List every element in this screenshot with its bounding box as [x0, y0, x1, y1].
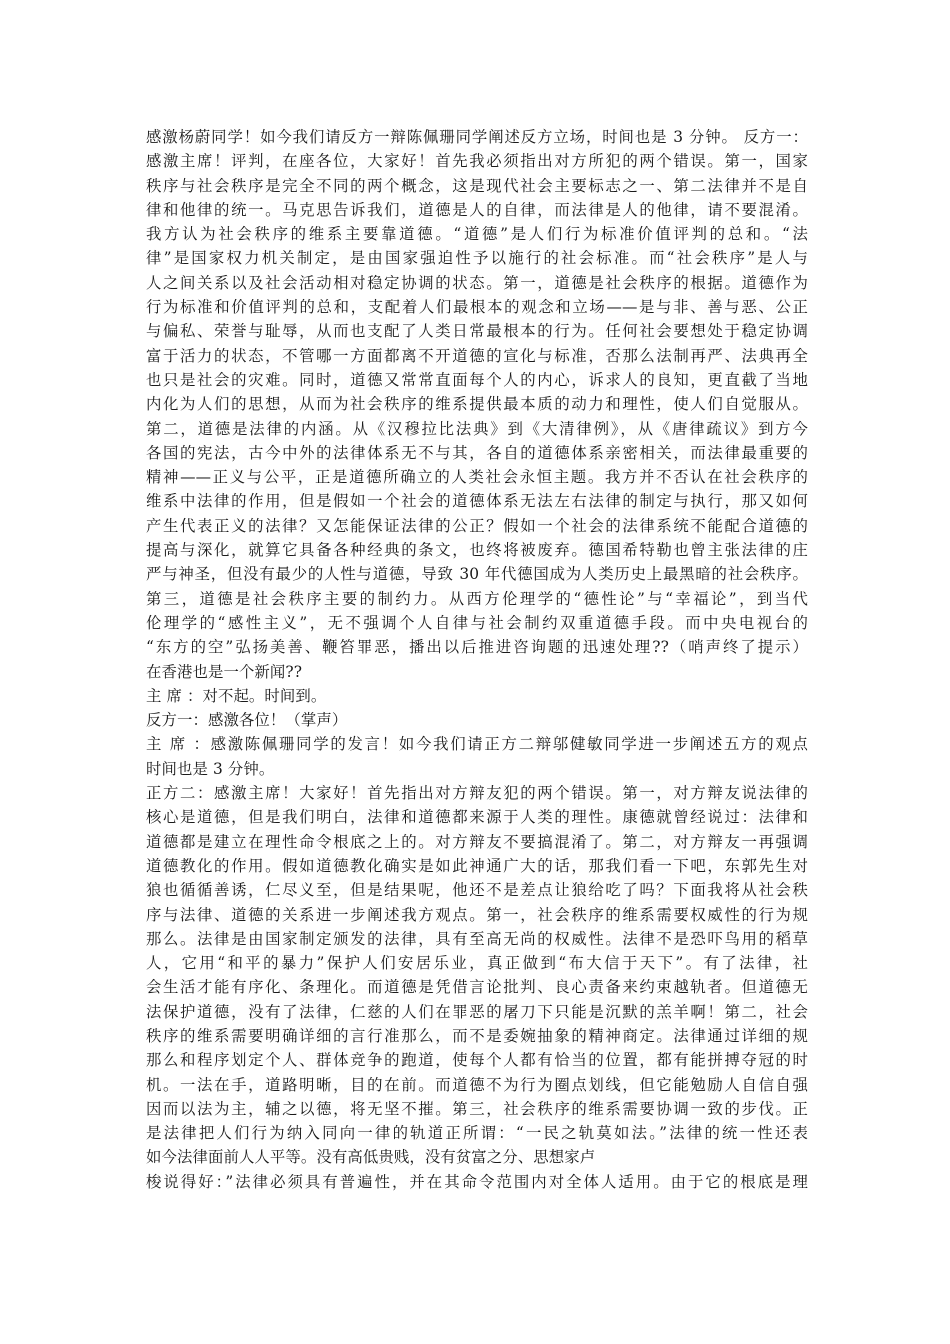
text-line: 核心是道德，但是我们明白，法律和道德都来源于人类的理性。康德就曾经说过：法律和: [146, 808, 808, 827]
text-line: 道德都是建立在理性命令根底之上的。对方辩友不要搞混淆了。第二，对方辩友一再强调: [146, 832, 808, 851]
text-line: 律和他律的统一。马克思告诉我们，道德是人的自律，而法律是人的他律，请不要混淆。: [146, 200, 808, 219]
text-line: 提高与深化，就算它具备各种经典的条文，也终将被废弃。德国希特勒也曾主张法律的庄: [146, 541, 808, 560]
text-line: 法保护道德，没有了法律，仁慈的人们在罪恶的屠刀下只能是沉默的羔羊啊！第二，社会: [146, 1002, 808, 1021]
text-line: “东方的空”弘扬美善、鞭笞罪恶，播出以后推进咨询题的迅速处理??（哨声终了提示）: [146, 638, 808, 657]
text-line: 机。一法在手，道路明晰，目的在前。而道德不为行为圈点划线，但它能勉励人自信自强: [146, 1075, 808, 1094]
text-line: 秩序的维系需要明确详细的言行准那么，而不是委婉抽象的精神商定。法律通过详细的规: [146, 1026, 808, 1045]
text-line: 与偏私、荣誉与耻辱，从而也支配了人类日常最根本的行为。任何社会要想处于稳定协调: [146, 322, 808, 341]
text-line: 那么和程序划定个人、群体竞争的跑道，使每个人都有恰当的位置，都有能拼搏夺冠的时: [146, 1051, 808, 1070]
text-line: 感激主席！评判，在座各位，大家好！首先我必须指出对方所犯的两个错误。第一，国家: [146, 152, 808, 171]
text-line: 在香港也是一个新闻??: [146, 662, 303, 681]
text-line: 第二，道德是法律的内涵。从《汉穆拉比法典》到《大清律例》，从《唐律疏议》到方今: [146, 419, 808, 438]
text-line: 我方认为社会秩序的维系主要靠道德。“道德”是人们行为标准价值评判的总和。“法: [146, 225, 808, 244]
text-line: 也只是社会的灾难。同时，道德又常常直面每个人的内心，诉求人的良知，更直截了当地: [146, 370, 808, 389]
text-line: 正方二：感激主席！大家好！首先指出对方辩友犯的两个错误。第一，对方辩友说法律的: [146, 784, 808, 803]
text-line: 内化为人们的思想，从而为社会秩序的维系提供最本质的动力和理性，使人们自觉服从。: [146, 395, 808, 414]
text-line: 序与法律、道德的关系进一步阐述我方观点。第一，社会秩序的维系需要权威性的行为规: [146, 905, 808, 924]
text-line: 行为标准和价值评判的总和，支配着人们最根本的观念和立场——是与非、善与恶、公正: [146, 298, 808, 317]
text-line: 是法律把人们行为纳入同向一律的轨道正所谓：“一民之轨莫如法。”法律的统一性还表: [146, 1124, 808, 1143]
text-line: 主 席 ：感激陈佩珊同学的发言！如今我们请正方二辩邬健敏同学进一步阐述五方的观点: [146, 735, 808, 754]
text-line: 律”是国家权力机关制定，是由国家强迫性予以施行的社会标准。而“社会秩序”是人与: [146, 249, 808, 268]
text-line: 时间也是 3 分钟。: [146, 759, 275, 778]
text-line: 梭说得好：”法律必须具有普遍性，并在其命令范围内对全体人适用。由于它的根底是理: [146, 1172, 808, 1191]
text-line: 第三，道德是社会秩序主要的制约力。从西方伦理学的“德性论”与“幸福论”，到当代: [146, 589, 808, 608]
text-line: 狼也循循善诱，仁尽义至，但是结果呢，他还不是差点让狼给吃了吗？下面我将从社会秩: [146, 881, 808, 900]
text-line: 那么。法律是由国家制定颁发的法律，具有至高无尚的权威性。法律不是恐吓鸟用的稻草: [146, 929, 808, 948]
text-line: 富于活力的状态，不管哪一方面都离不开道德的宣化与标准，否那么法制再严、法典再全: [146, 346, 808, 365]
text-line: 道德教化的作用。假如道德教化确实是如此神通广大的话，那我们看一下吧，东郭先生对: [146, 856, 808, 875]
text-line: 秩序与社会秩序是完全不同的两个概念，这是现代社会主要标志之一、第二法律并不是自: [146, 176, 808, 195]
text-line: 人之间关系以及社会活动相对稳定协调的状态。第一，道德是社会秩序的根据。道德作为: [146, 273, 808, 292]
text-line: 严与神圣，但没有最少的人性与道德，导致 30 年代德国成为人类历史上最黑暗的社会秩序。: [146, 565, 808, 584]
text-line: 因而以法为主，辅之以德，将无坚不摧。第三，社会秩序的维系需要协调一致的步伐。正: [146, 1099, 808, 1118]
document-body: [146, 125, 808, 1194]
text-line: 反方一：感激各位！（掌声）: [146, 711, 348, 730]
text-line: 如今法律面前人人平等。没有高低贵贱，没有贫富之分、思想家卢: [146, 1148, 596, 1167]
text-line: 感激杨蔚同学！如今我们请反方一辩陈佩珊同学阐述反方立场，时间也是 3 分钟。 反方一：: [146, 128, 808, 146]
text-line: 各国的宪法，古今中外的法律体系无不与其，各自的道德体系亲密相关，而法律最重要的: [146, 443, 808, 462]
text-line: 主 席 ：对不起。时间到。: [146, 686, 327, 705]
text-line: 精神——正义与公平，正是道德所确立的人类社会永恒主题。我方并不否认在社会秩序的: [146, 468, 808, 487]
text-line: 人，它用“和平的暴力”保护人们安居乐业，真正做到“布大信于天下”。有了法律，社: [146, 954, 808, 973]
text-line: 伦理学的“感性主义”，无不强调个人自律与社会制约双重道德手段。而中央电视台的: [146, 613, 808, 632]
text-line: 产生代表正义的法律？又怎能保证法律的公正？假如一个社会的法律系统不能配合道德的: [146, 516, 808, 535]
text-line: 维系中法律的作用，但是假如一个社会的道德体系无法左右法律的制定与执行，那又如何: [146, 492, 808, 511]
text-line: 会生活才能有序化、条理化。而道德是凭借言论批判、良心责备来约束越轨者。但道德无: [146, 978, 808, 997]
